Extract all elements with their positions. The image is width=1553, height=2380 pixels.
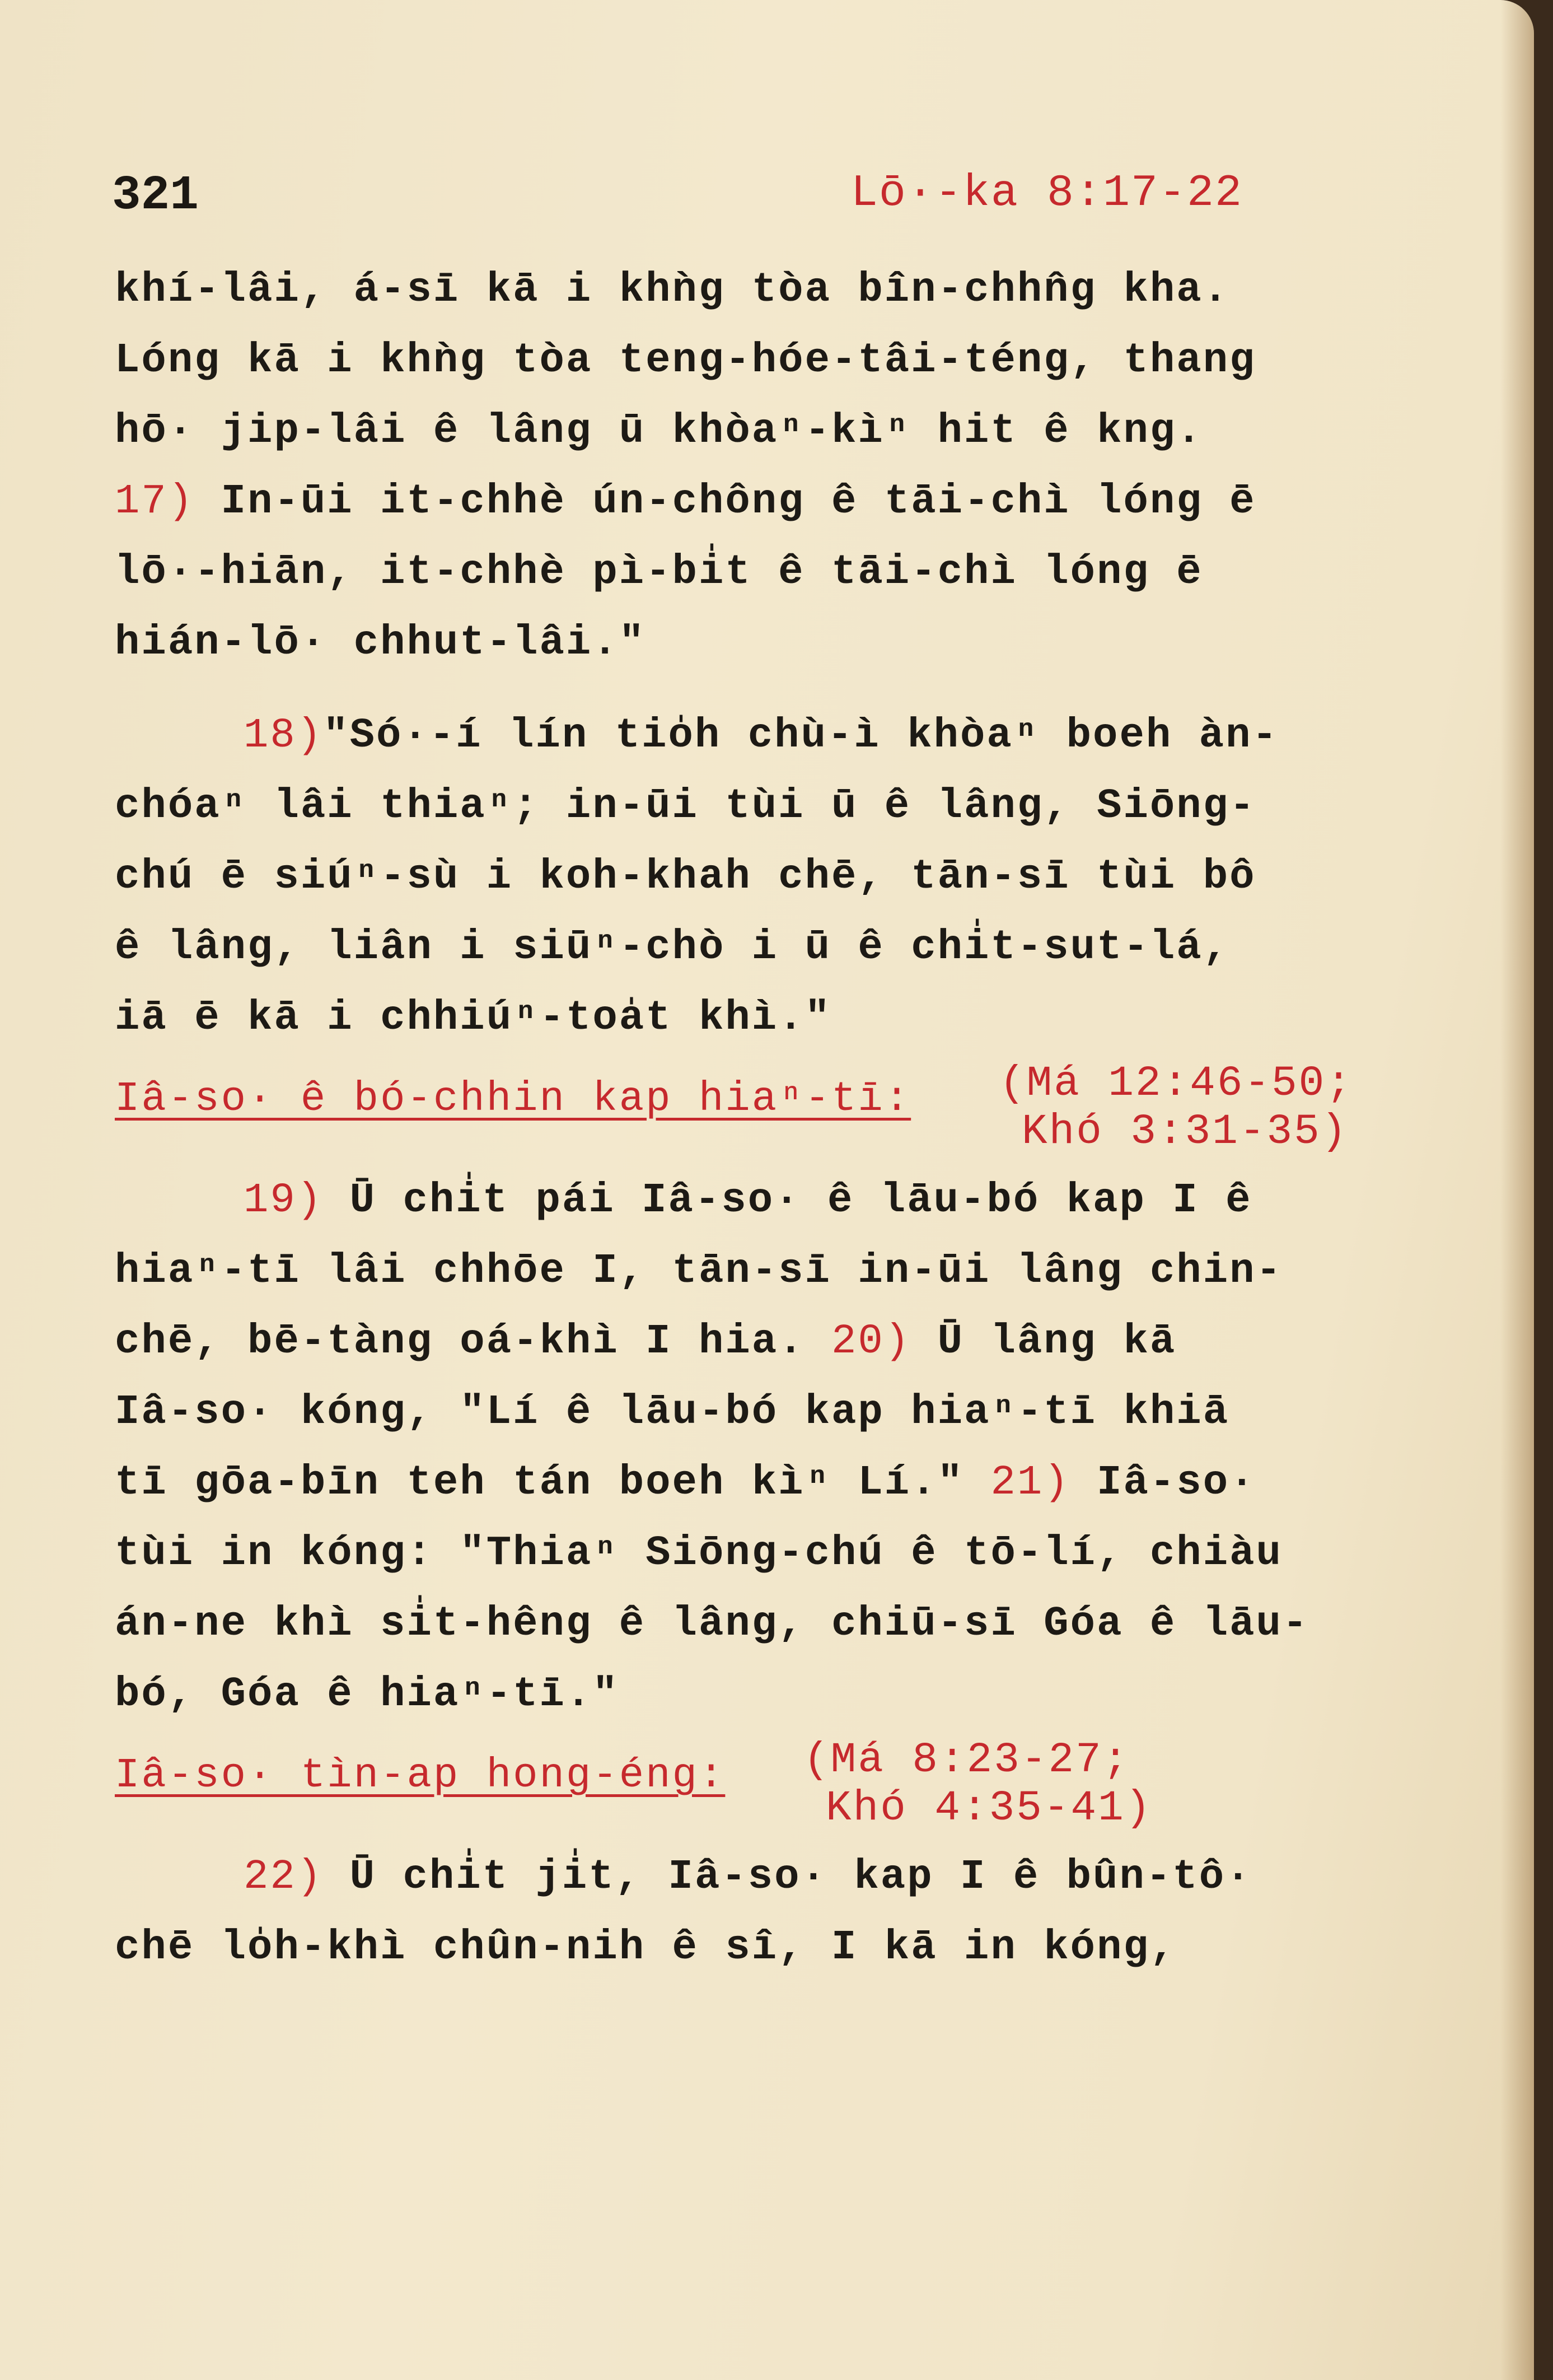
text-line: tī gōa-bīn teh tán boeh kìⁿ Lí." bbox=[115, 1459, 965, 1506]
text-line: chē, bē-tàng oá-khì I hia. bbox=[115, 1318, 805, 1365]
section-heading-family bbox=[115, 1053, 1391, 1165]
cross-reference: (Má 12:46-50; bbox=[999, 1060, 1353, 1108]
text-line: Ū chi̍t ji̍t, Iâ-so· kap I ê bûn-tô· bbox=[349, 1854, 1252, 1901]
text-line: Ū lâng kā bbox=[937, 1318, 1177, 1365]
cross-reference: (Má 8:23-27; bbox=[803, 1736, 1130, 1784]
text-line: chú ē siúⁿ-sù i koh-khah chē, tān-sī tùi bô bbox=[115, 853, 1256, 900]
text-line: ê lâng, liân i siūⁿ-chò i ū ê chi̍t-sut-lá, bbox=[115, 924, 1230, 971]
section-heading-storm bbox=[115, 1730, 1391, 1842]
section-heading: Iâ-so· ê bó-chhin kap hiaⁿ-tī: bbox=[115, 1076, 911, 1123]
page-edge-shadow bbox=[1500, 0, 1534, 2380]
verse-22 bbox=[115, 1842, 1391, 1983]
text-line: bó, Góa ê hiaⁿ-tī." bbox=[115, 1671, 619, 1718]
text-line: hiaⁿ-tī lâi chhōe I, tān-sī in-ūi lâng chin- bbox=[115, 1248, 1283, 1295]
text-line: khí-lâi, á-sī kā i khǹg tòa bîn-chhn̂g kha. bbox=[115, 267, 1230, 314]
page-header bbox=[112, 168, 1243, 230]
text-line: Iâ-so· kóng, "Lí ê lāu-bó kap hiaⁿ-tī khiā bbox=[115, 1389, 1230, 1436]
verse-number: 20) bbox=[831, 1318, 911, 1365]
paragraph-continuation bbox=[115, 255, 1391, 466]
text-line: chóaⁿ lâi thiaⁿ; in-ūi tùi ū ê lâng, Siōng- bbox=[115, 783, 1256, 830]
text-line: Iâ-so· bbox=[1097, 1459, 1256, 1506]
text-line: tùi in kóng: "Thiaⁿ Siōng-chú ê tō-lí, chiàu bbox=[115, 1530, 1283, 1577]
verse-number: 18) bbox=[244, 712, 324, 759]
text-line: hō· jip-lâi ê lâng ū khòaⁿ-kìⁿ hit ê kng. bbox=[115, 408, 1203, 455]
cross-reference: Khó 3:31-35) bbox=[1022, 1108, 1349, 1156]
text-line: iā ē kā i chhiúⁿ-toa̍t khì." bbox=[115, 995, 831, 1042]
text-line: lō·-hiān, it-chhè pì-bi̍t ê tāi-chì lóng ē bbox=[115, 549, 1203, 596]
verse-19-21 bbox=[115, 1165, 1391, 1730]
verse-number: 17) bbox=[115, 478, 195, 525]
text-line: Lóng kā i khǹg tòa teng-hóe-tâi-téng, thang bbox=[115, 337, 1256, 384]
verse-number: 22) bbox=[244, 1854, 324, 1901]
running-head: Lō·-ka 8:17-22 bbox=[850, 168, 1243, 219]
verse-number: 19) bbox=[244, 1177, 324, 1224]
page-number: 321 bbox=[112, 168, 199, 223]
text-line: In-ūi it-chhè ún-chông ê tāi-chì lóng ē bbox=[221, 478, 1256, 525]
text-line: hián-lō· chhut-lâi." bbox=[115, 619, 646, 666]
text-line: Ū chi̍t pái Iâ-so· ê lāu-bó kap I ê bbox=[349, 1177, 1252, 1224]
text-line: án-ne khì si̍t-hêng ê lâng, chiū-sī Góa ê lāu- bbox=[115, 1600, 1309, 1648]
cross-reference: Khó 4:35-41) bbox=[826, 1784, 1153, 1832]
verse-18 bbox=[115, 701, 1391, 1053]
verse-number: 21) bbox=[990, 1459, 1070, 1506]
verse-17 bbox=[115, 466, 1391, 678]
section-heading: Iâ-so· tìn-ap hong-éng: bbox=[115, 1752, 726, 1799]
text-line: "Só·-í lín tio̍h chù-ì khòaⁿ boeh àn- bbox=[323, 712, 1279, 759]
text-line: chē lo̍h-khì chûn-nih ê sî, I kā in kóng, bbox=[115, 1924, 1177, 1971]
page-body bbox=[115, 255, 1391, 1983]
